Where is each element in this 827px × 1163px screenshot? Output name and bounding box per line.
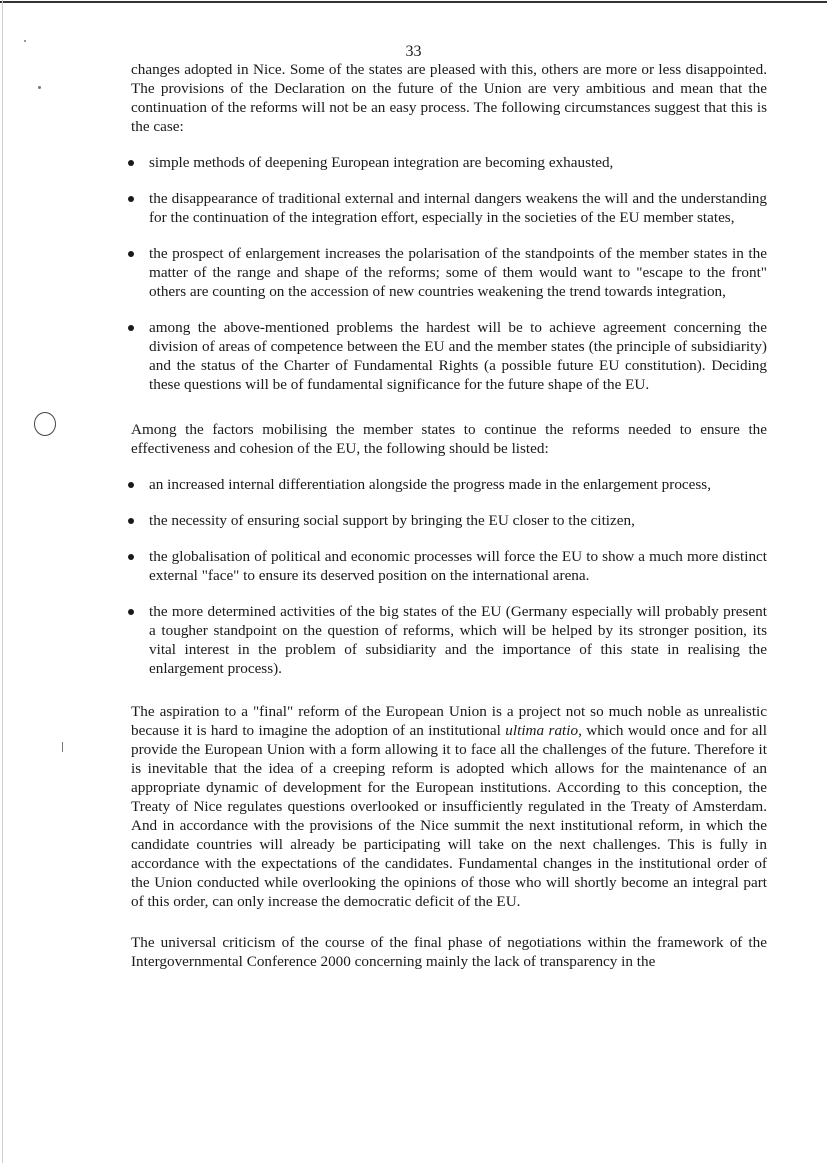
aspiration-text-start: The aspiration to a "final" reform of the European Union is a project not so much noble as unrealistic because it is hard to imagine the adoption of an institutional [131, 703, 767, 739]
page-number: 33 [405, 43, 422, 60]
list-item-text: an increased internal differentiation alongside the progress made in the enlargement process, [149, 476, 712, 493]
document-body [131, 60, 767, 971]
list-item-text: among the above-mentioned problems the hardest will be to achieve agreement concerning the division of areas of competence between the EU and the member states (the principle of subsidiarity) and the status of the Charter of Fundamental Rights (a possible future EU constitution). Deciding these questions will be of fundamental significance for the future shape of the EU. [149, 319, 767, 393]
bullet-icon [128, 518, 134, 524]
latin-term: ultima ratio [505, 722, 579, 739]
mobilising-factors-lead: Among the factors mobilising the member states to continue the reforms needed to ensure the effectiveness and cohesion of the EU, the following should be listed: [131, 421, 767, 457]
list-item-text: the globalisation of political and economic processes will force the EU to show a much more distinct external "face" to ensure its deserved position on the international arena. [149, 548, 767, 584]
bullet-icon [128, 251, 134, 257]
scan-speck [24, 40, 26, 42]
bullet-icon [128, 482, 134, 488]
bullet-icon [128, 609, 134, 615]
bullet-icon [128, 196, 134, 202]
scan-left-border [2, 0, 3, 1163]
list-item-text: the more determined activities of the big states of the EU (Germany especially will probably present a tougher standpoint on the question of reforms, which will be helped by its stronger position, its vital interest in the problem of subsidiarity and the importance of this state in realising the enlargement process). [149, 603, 767, 677]
final-paragraph: The universal criticism of the course of the final phase of negotiations within the framework of the Intergovernmental Conference 2000 concerning mainly the lack of transparency in the [131, 934, 767, 970]
list-item-text: simple methods of deepening European integration are becoming exhausted, [149, 154, 614, 171]
list-item-text: the necessity of ensuring social support by bringing the EU closer to the citizen, [149, 512, 635, 529]
bullet-icon [128, 554, 134, 560]
list-item [131, 475, 767, 494]
list-item [131, 511, 767, 530]
list-item [131, 244, 767, 301]
aspiration-text-end: , which would once and for all provide the European Union with a form allowing it to face all the challenges of the future. Therefore it is inevitable that the idea of a creeping reform is adopted which allows for the maintenance of an appropriate dynamic of development for the European institutions. According to this conception, the Treaty of Nice regulates questions overlooked or insufficiently regulated in the Treaty of Amsterdam. And in accordance with the provisions of the Nice summit the next institutional reform, in which the candidate countries will already be participating will take on the next challenges. This is fully in accordance with the expectations of the candidates. Fundamental changes in the institutional order of the Union conducted while overlooking the opinions of those who will shortly become an integral part of this order, can only increase the democratic deficit of the EU. [131, 722, 767, 910]
intro-paragraph: changes adopted in Nice. Some of the states are pleased with this, others are more or less disappointed. The provisions of the Declaration on the future of the Union are very ambitious and mean that the continuation of the reforms will not be an easy process. The following circumstances suggest that this is the case: [131, 61, 767, 135]
bullet-icon [128, 160, 134, 166]
punch-hole-mark [34, 412, 56, 436]
list-item-text: the prospect of enlargement increases the polarisation of the standpoints of the member states in the matter of the range and shape of the reforms; some of them would want to "escape to the front" others are counting on the accession of new countries weakening the trend towards integration, [149, 245, 767, 300]
challenges-list [131, 153, 767, 394]
list-item [131, 318, 767, 394]
list-item [131, 602, 767, 678]
list-item [131, 189, 767, 227]
list-item-text: the disappearance of traditional external and internal dangers weakens the will and the understanding for the continuation of the integration effort, especially in the societies of the EU member states, [149, 190, 767, 226]
mobilising-factors-list [131, 475, 767, 678]
bullet-icon [128, 325, 134, 331]
aspiration-paragraph [131, 702, 767, 911]
scan-top-border [0, 1, 827, 3]
list-item [131, 547, 767, 585]
list-item [131, 153, 767, 172]
scan-speck [38, 86, 41, 89]
scan-speck [62, 742, 63, 752]
